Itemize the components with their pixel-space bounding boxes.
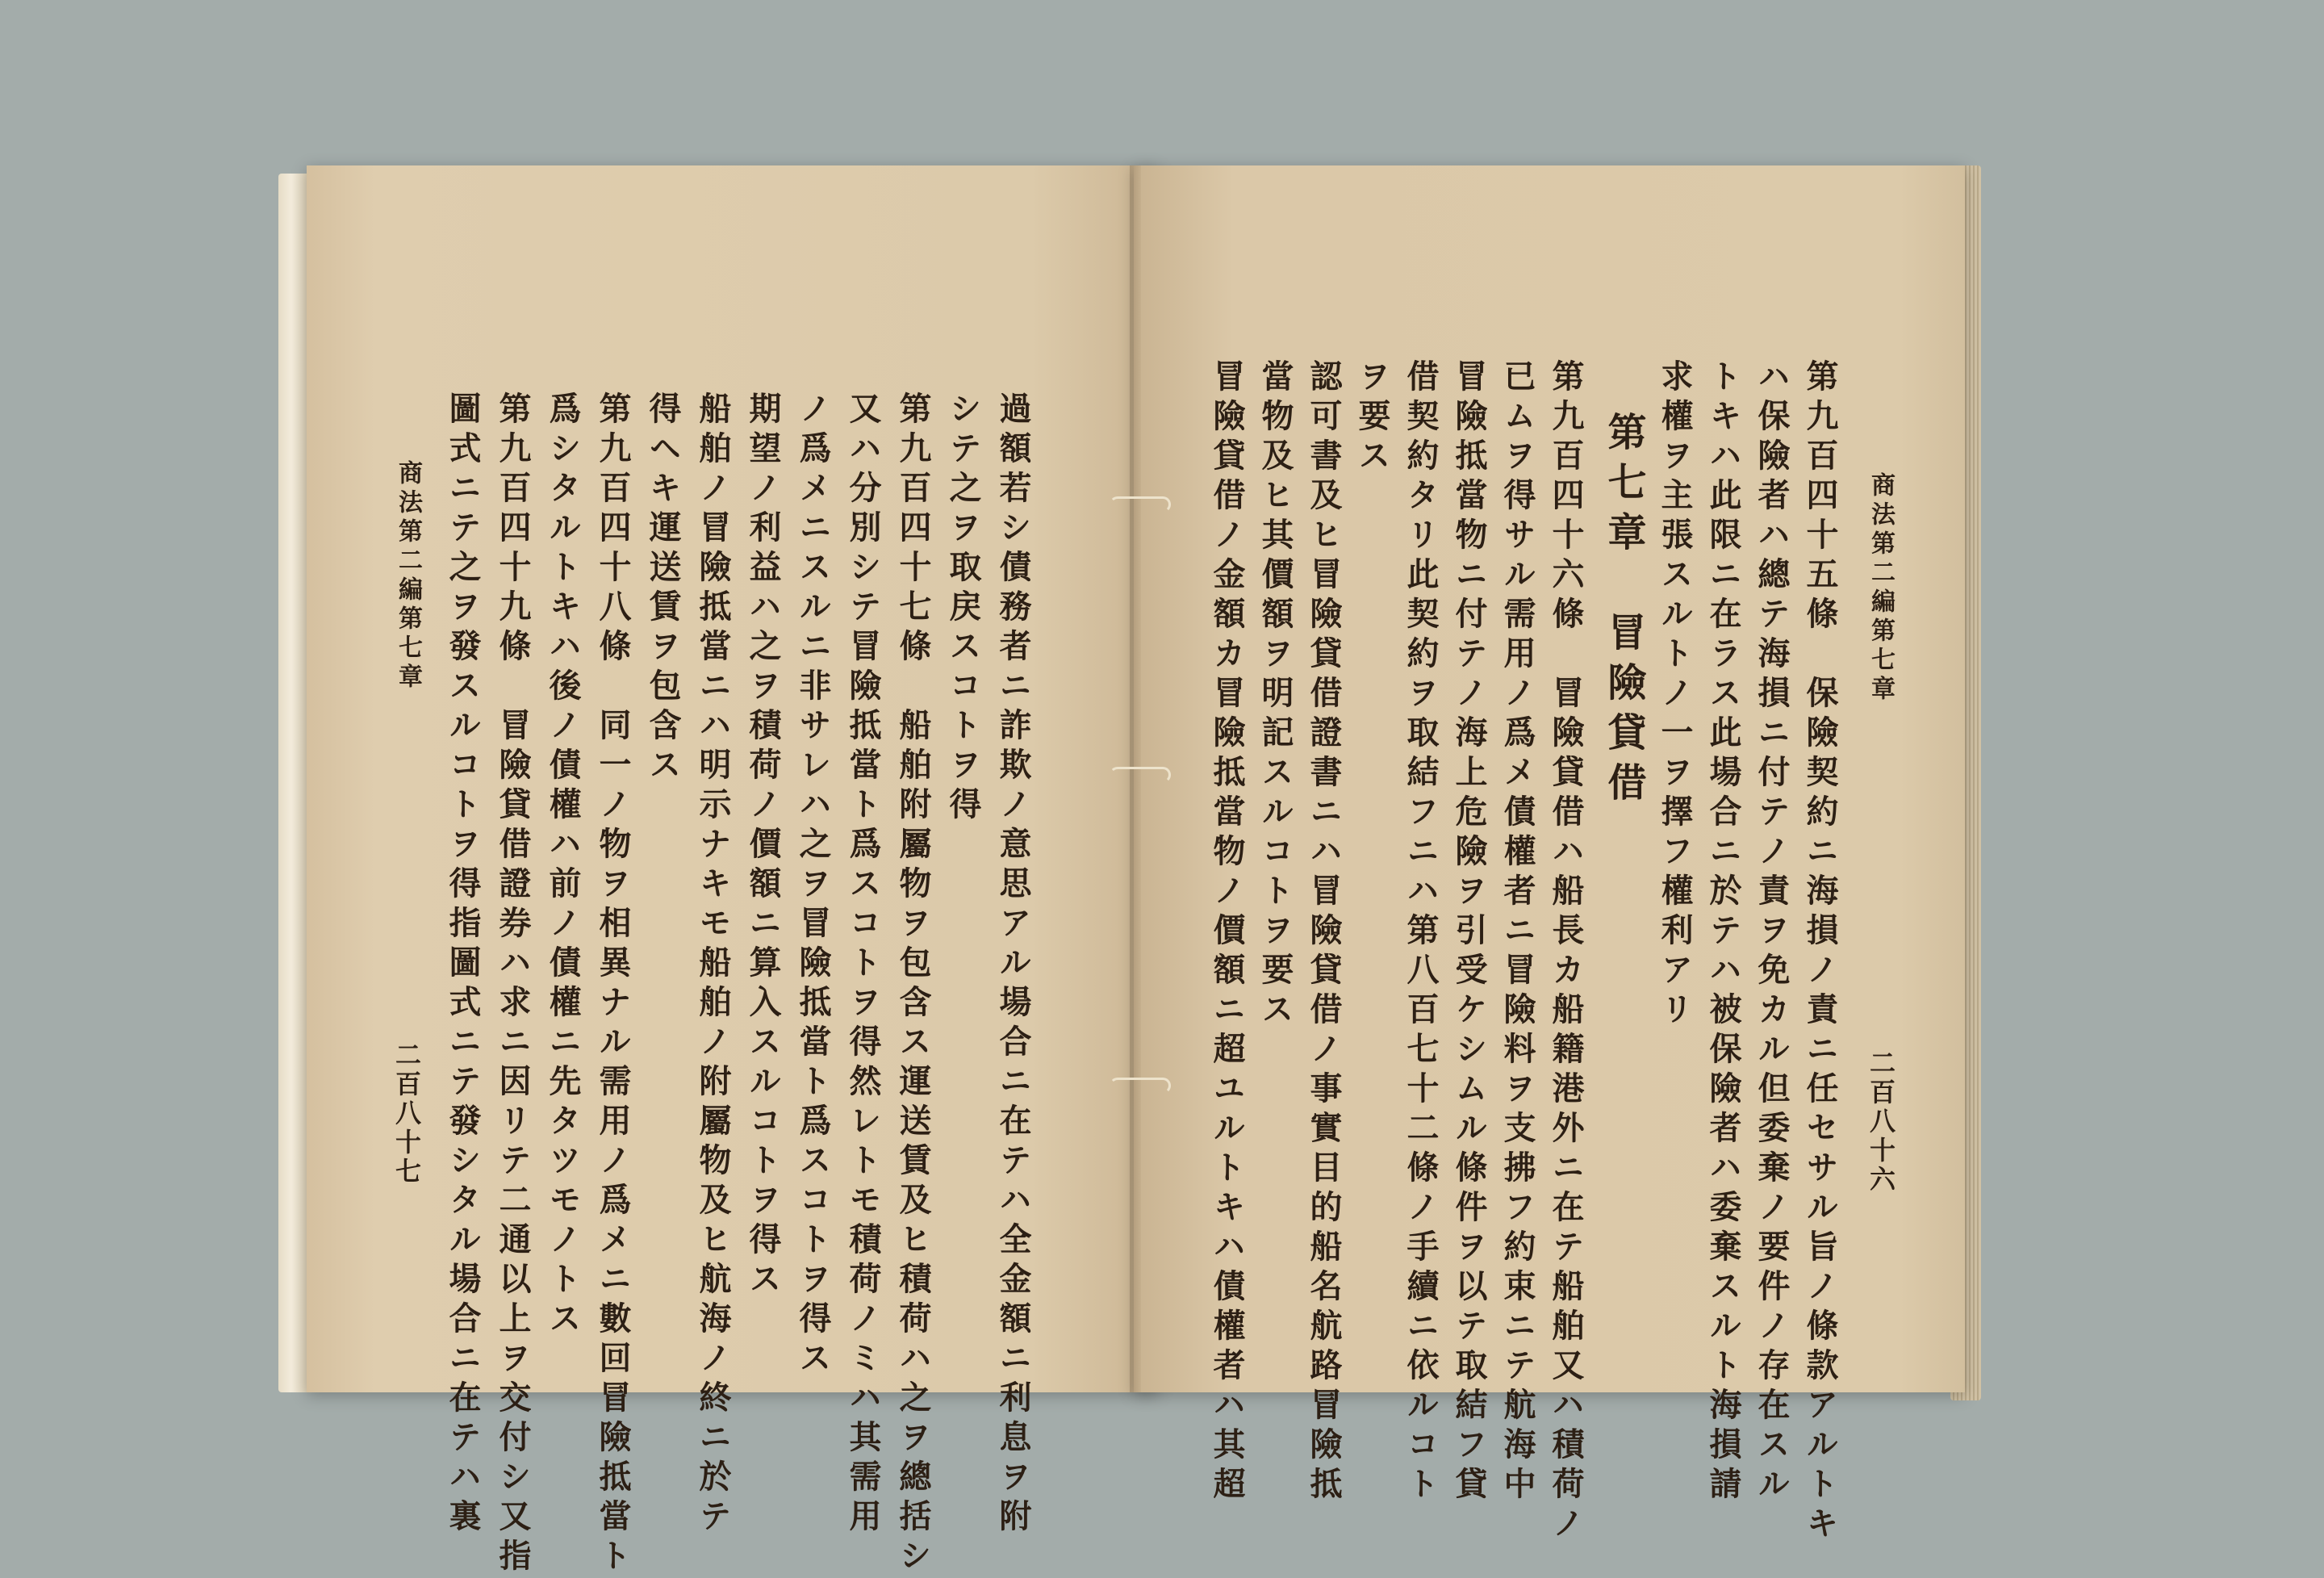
right-page [1134, 165, 1965, 1546]
left-page-number: 二百八十七 [391, 1041, 422, 1187]
left-line-4: 又ハ分別シテ冒險抵當ト爲スコトヲ得然レトモ積荷ノミハ其需用 [844, 391, 882, 1538]
binding-thread-bottom [1110, 1078, 1171, 1094]
right-line-11: 認可書及ヒ冒險貸借證書ニハ冒險貸借ノ事實目的船名航路冒險抵 [1305, 359, 1343, 1506]
left-line-2: シテ之ヲ取戻スコトヲ得 [944, 391, 982, 827]
left-line-12: 圖式ニテ之ヲ發スルコトヲ得指圖式ニテ發シタル場合ニ在テハ裏 [444, 391, 482, 1538]
right-line-2: ハ保險者ハ總テ海損ニ付テノ責ヲ免カル但委棄ノ要件ノ存在スル [1753, 359, 1791, 1506]
left-line-3: 第九百四十七條 船舶附屬物ヲ包含ス運送賃及ヒ積荷ハ之ヲ總括シ [894, 391, 932, 1578]
binding-thread-middle [1110, 767, 1171, 783]
right-line-7: 已ムヲ得サル需用ノ爲メ債權者ニ冒險料ヲ支拂フ約束ニテ航海中 [1498, 359, 1536, 1506]
right-line-10: ヲ要ス [1353, 359, 1391, 478]
open-book [278, 165, 1981, 1578]
right-page-header: 商法第二編第七章 [1866, 472, 1895, 705]
left-line-6: 期望ノ利益ハ之ヲ積荷ノ價額ニ算入スルコトヲ得ス [744, 391, 782, 1301]
right-line-1: 第九百四十五條 保險契約ニ海損ノ責ニ任セサル旨ノ條款アルトキ [1801, 359, 1839, 1546]
right-page-number: 二百八十六 [1866, 1049, 1896, 1195]
right-line-9: 借契約タリ此契約ヲ取結フニハ第八百七十二條ノ手續ニ依ルコト [1402, 359, 1440, 1506]
right-line-13: 冒險貸借ノ金額カ冒險抵當物ノ價額ニ超ユルトキハ債權者ハ其超 [1208, 359, 1246, 1506]
right-line-4: 求權ヲ主張スルトノ一ヲ擇フ權利アリ [1656, 359, 1694, 1032]
left-page-edge [278, 174, 311, 1392]
right-line-8: 冒險抵當物ニ付テノ海上危險ヲ引受ケシムル條件ヲ以テ取結フ貸 [1450, 359, 1488, 1506]
chapter-title: 第七章 冒險貸借 [1601, 412, 1646, 812]
right-line-12: 當物及ヒ其價額ヲ明記スルコトヲ要ス [1256, 359, 1294, 1032]
left-line-8: 得ヘキ運送賃ヲ包含ス [644, 391, 682, 787]
left-page [307, 165, 1158, 1578]
left-line-9: 第九百四十八條 同一ノ物ヲ相異ナル需用ノ爲メニ數回冒險抵當ト [594, 391, 632, 1578]
left-line-1: 過額若シ債務者ニ詐欺ノ意思アル場合ニ在テハ全金額ニ利息ヲ附 [994, 391, 1032, 1538]
left-page-header: 商法第二編第七章 [394, 460, 422, 693]
left-line-7: 船舶ノ冒險抵當ニハ明示ナキモ船舶ノ附屬物及ヒ航海ノ終ニ於テ [694, 391, 732, 1538]
right-line-3: トキハ此限ニ在ラス此場合ニ於テハ被保險者ハ委棄スルト海損請 [1704, 359, 1742, 1506]
left-line-11: 第九百四十九條 冒險貸借證券ハ求ニ因リテ二通以上ヲ交付シ又指 [494, 391, 532, 1578]
left-line-10: 爲シタルトキハ後ノ債權ハ前ノ債權ニ先タツモノトス [544, 391, 582, 1341]
binding-thread-top [1110, 496, 1171, 513]
right-line-6: 第九百四十六條 冒險貸借ハ船長カ船籍港外ニ在テ船舶又ハ積荷ノ [1547, 359, 1585, 1546]
left-line-5: ノ爲メニスルニ非サレハ之ヲ冒險抵當ト爲スコトヲ得ス [794, 391, 832, 1380]
